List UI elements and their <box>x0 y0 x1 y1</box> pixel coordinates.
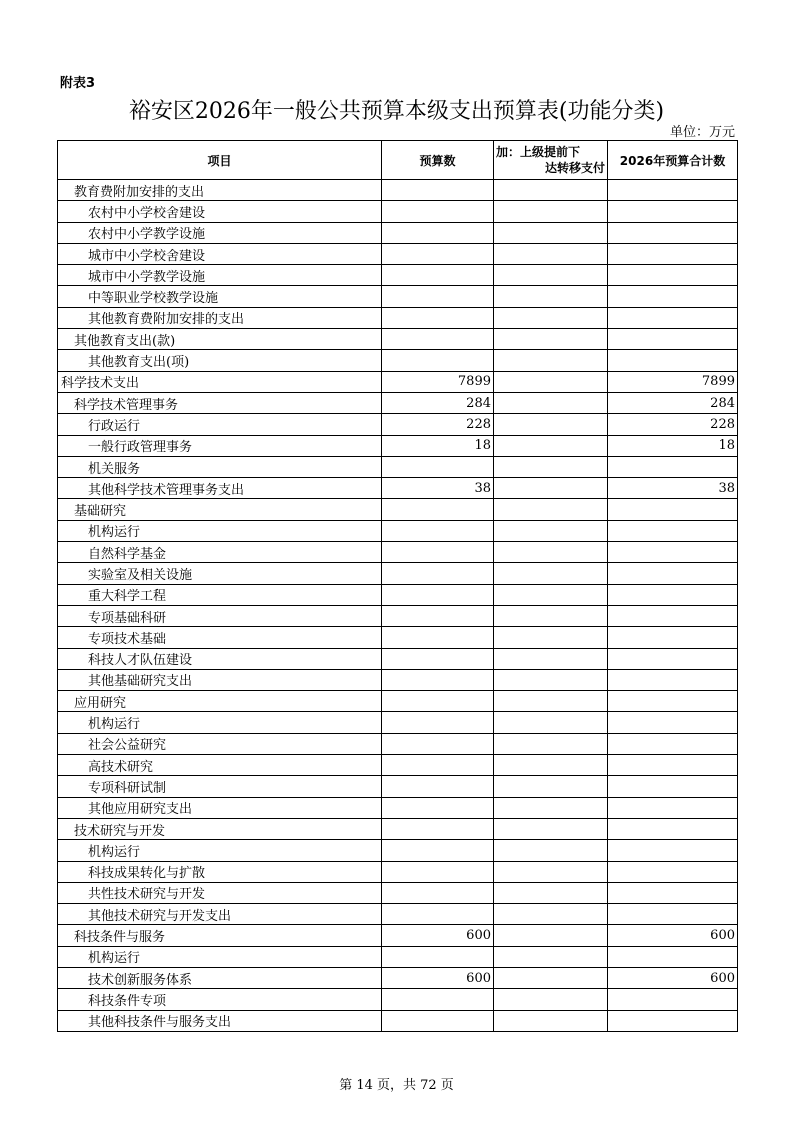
row-name-cell: 基础研究 <box>58 499 382 520</box>
row-total-cell <box>608 542 738 563</box>
row-total-cell: 228 <box>608 414 738 435</box>
row-name-cell: 城市中小学教学设施 <box>58 265 382 286</box>
row-transfer-cell <box>494 946 608 967</box>
row-transfer-cell <box>494 712 608 733</box>
row-total-cell: 18 <box>608 435 738 456</box>
row-transfer-cell <box>494 989 608 1010</box>
row-budget-cell <box>382 776 494 797</box>
row-transfer-cell <box>494 904 608 925</box>
row-total-cell <box>608 712 738 733</box>
row-total-cell: 38 <box>608 478 738 499</box>
row-total-cell <box>608 584 738 605</box>
row-transfer-cell <box>494 329 608 350</box>
table-row <box>58 392 738 413</box>
row-total-cell <box>608 222 738 243</box>
row-name-cell: 机构运行 <box>58 520 382 541</box>
row-transfer-cell <box>494 180 608 201</box>
row-transfer-cell <box>494 563 608 584</box>
row-budget-cell <box>382 989 494 1010</box>
table-row <box>58 243 738 264</box>
row-name-cell: 自然科学基金 <box>58 542 382 563</box>
row-budget-cell: 600 <box>382 925 494 946</box>
row-total-cell <box>608 648 738 669</box>
table-row <box>58 329 738 350</box>
row-name-cell: 其他科技条件与服务支出 <box>58 1010 382 1031</box>
row-budget-cell <box>382 861 494 882</box>
table-row <box>58 414 738 435</box>
row-transfer-cell <box>494 265 608 286</box>
table-row <box>58 648 738 669</box>
row-name-cell: 实验室及相关设施 <box>58 563 382 584</box>
row-budget-cell <box>382 818 494 839</box>
row-budget-cell <box>382 456 494 477</box>
row-name-cell: 城市中小学校舍建设 <box>58 243 382 264</box>
row-total-cell <box>608 499 738 520</box>
header-budget: 预算数 <box>382 141 494 180</box>
row-total-cell <box>608 904 738 925</box>
row-budget-cell <box>382 350 494 371</box>
row-total-cell <box>608 329 738 350</box>
table-row <box>58 882 738 903</box>
row-total-cell <box>608 265 738 286</box>
row-total-cell <box>608 797 738 818</box>
table-row <box>58 946 738 967</box>
row-total-cell <box>608 563 738 584</box>
row-transfer-cell <box>494 840 608 861</box>
row-total-cell: 600 <box>608 967 738 988</box>
row-name-cell: 科技成果转化与扩散 <box>58 861 382 882</box>
table-row <box>58 584 738 605</box>
row-budget-cell: 38 <box>382 478 494 499</box>
table-row <box>58 371 738 392</box>
row-total-cell <box>608 882 738 903</box>
table-row <box>58 286 738 307</box>
row-name-cell: 科学技术管理事务 <box>58 392 382 413</box>
row-budget-cell <box>382 882 494 903</box>
table-row <box>58 1010 738 1031</box>
table-row <box>58 669 738 690</box>
row-transfer-cell <box>494 350 608 371</box>
table-row <box>58 520 738 541</box>
row-total-cell <box>608 456 738 477</box>
table-row <box>58 627 738 648</box>
row-budget-cell <box>382 946 494 967</box>
row-budget-cell <box>382 712 494 733</box>
table-row <box>58 307 738 328</box>
table-body <box>58 180 738 1032</box>
row-name-cell: 高技术研究 <box>58 755 382 776</box>
row-transfer-cell <box>494 392 608 413</box>
row-transfer-cell <box>494 669 608 690</box>
table-row <box>58 755 738 776</box>
row-total-cell <box>608 286 738 307</box>
row-name-cell: 社会公益研究 <box>58 733 382 754</box>
row-budget-cell <box>382 733 494 754</box>
row-name-cell: 中等职业学校教学设施 <box>58 286 382 307</box>
row-budget-cell <box>382 563 494 584</box>
row-transfer-cell <box>494 967 608 988</box>
row-name-cell: 科学技术支出 <box>58 371 382 392</box>
row-budget-cell <box>382 669 494 690</box>
row-total-cell <box>608 201 738 222</box>
row-budget-cell <box>382 180 494 201</box>
table-row <box>58 733 738 754</box>
row-transfer-cell <box>494 691 608 712</box>
table-row <box>58 435 738 456</box>
row-total-cell <box>608 691 738 712</box>
row-total-cell <box>608 350 738 371</box>
row-budget-cell <box>382 1010 494 1031</box>
table-row <box>58 222 738 243</box>
row-transfer-cell <box>494 1010 608 1031</box>
row-name-cell: 其他教育费附加安排的支出 <box>58 307 382 328</box>
row-transfer-cell <box>494 882 608 903</box>
row-budget-cell: 18 <box>382 435 494 456</box>
row-name-cell: 其他教育支出(款) <box>58 329 382 350</box>
table-row <box>58 542 738 563</box>
row-name-cell: 共性技术研究与开发 <box>58 882 382 903</box>
table-row <box>58 818 738 839</box>
row-budget-cell <box>382 286 494 307</box>
row-name-cell: 科技人才队伍建设 <box>58 648 382 669</box>
row-name-cell: 机构运行 <box>58 946 382 967</box>
row-transfer-cell <box>494 818 608 839</box>
row-name-cell: 应用研究 <box>58 691 382 712</box>
table-row <box>58 776 738 797</box>
row-transfer-cell <box>494 584 608 605</box>
row-budget-cell <box>382 904 494 925</box>
table-header-row <box>58 141 738 180</box>
row-name-cell: 机构运行 <box>58 840 382 861</box>
row-transfer-cell <box>494 861 608 882</box>
row-name-cell: 专项科研试制 <box>58 776 382 797</box>
row-budget-cell <box>382 542 494 563</box>
row-budget-cell <box>382 329 494 350</box>
row-total-cell <box>608 180 738 201</box>
table-row <box>58 605 738 626</box>
row-name-cell: 专项基础科研 <box>58 605 382 626</box>
table-row <box>58 712 738 733</box>
row-name-cell: 机构运行 <box>58 712 382 733</box>
table-row <box>58 456 738 477</box>
row-name-cell: 技术研究与开发 <box>58 818 382 839</box>
row-name-cell: 农村中小学教学设施 <box>58 222 382 243</box>
row-total-cell <box>608 627 738 648</box>
row-total-cell <box>608 818 738 839</box>
row-transfer-cell <box>494 371 608 392</box>
row-total-cell <box>608 989 738 1010</box>
table-row <box>58 861 738 882</box>
page-title: 裕安区2026年一般公共预算本级支出预算表(功能分类) <box>128 99 665 124</box>
row-budget-cell <box>382 755 494 776</box>
row-name-cell: 教育费附加安排的支出 <box>58 180 382 201</box>
unit-label: 单位：万元 <box>669 125 735 140</box>
row-total-cell <box>608 243 738 264</box>
row-transfer-cell <box>494 627 608 648</box>
row-name-cell: 其他应用研究支出 <box>58 797 382 818</box>
page-footer: 第 14 页，共 72 页 <box>339 1078 454 1093</box>
row-total-cell <box>608 755 738 776</box>
table-row <box>58 499 738 520</box>
row-name-cell: 其他基础研究支出 <box>58 669 382 690</box>
header-transfer-line1: 加：上级提前下 <box>496 145 581 159</box>
row-budget-cell: 600 <box>382 967 494 988</box>
row-transfer-cell <box>494 222 608 243</box>
row-name-cell: 科技条件专项 <box>58 989 382 1010</box>
row-transfer-cell <box>494 542 608 563</box>
row-total-cell <box>608 861 738 882</box>
row-budget-cell: 7899 <box>382 371 494 392</box>
table-row <box>58 563 738 584</box>
row-name-cell: 其他科学技术管理事务支出 <box>58 478 382 499</box>
row-total-cell <box>608 733 738 754</box>
row-budget-cell <box>382 520 494 541</box>
row-name-cell: 科技条件与服务 <box>58 925 382 946</box>
row-name-cell: 行政运行 <box>58 414 382 435</box>
row-budget-cell <box>382 307 494 328</box>
row-total-cell: 7899 <box>608 371 738 392</box>
row-transfer-cell <box>494 733 608 754</box>
row-total-cell <box>608 520 738 541</box>
row-name-cell: 重大科学工程 <box>58 584 382 605</box>
row-name-cell: 其他技术研究与开发支出 <box>58 904 382 925</box>
table-row <box>58 840 738 861</box>
row-total-cell <box>608 605 738 626</box>
row-budget-cell <box>382 499 494 520</box>
row-budget-cell <box>382 243 494 264</box>
row-total-cell <box>608 307 738 328</box>
table-row <box>58 925 738 946</box>
row-transfer-cell <box>494 755 608 776</box>
row-name-cell: 农村中小学校舍建设 <box>58 201 382 222</box>
row-budget-cell <box>382 691 494 712</box>
row-transfer-cell <box>494 307 608 328</box>
header-item: 项目 <box>58 141 382 180</box>
row-total-cell <box>608 1010 738 1031</box>
row-total-cell <box>608 669 738 690</box>
row-budget-cell: 284 <box>382 392 494 413</box>
header-transfer <box>494 141 608 180</box>
row-total-cell: 284 <box>608 392 738 413</box>
row-transfer-cell <box>494 456 608 477</box>
row-total-cell <box>608 776 738 797</box>
table-row <box>58 691 738 712</box>
row-budget-cell <box>382 797 494 818</box>
row-budget-cell: 228 <box>382 414 494 435</box>
row-transfer-cell <box>494 286 608 307</box>
row-transfer-cell <box>494 414 608 435</box>
table-row <box>58 478 738 499</box>
row-name-cell: 一般行政管理事务 <box>58 435 382 456</box>
row-total-cell <box>608 946 738 967</box>
attachment-label: 附表3 <box>60 76 96 91</box>
table-row <box>58 350 738 371</box>
row-transfer-cell <box>494 605 608 626</box>
header-total: 2026年预算合计数 <box>608 141 738 180</box>
table-row <box>58 180 738 201</box>
table-row <box>58 904 738 925</box>
row-total-cell <box>608 840 738 861</box>
budget-table <box>57 140 738 1032</box>
row-budget-cell <box>382 265 494 286</box>
row-transfer-cell <box>494 201 608 222</box>
row-transfer-cell <box>494 925 608 946</box>
row-budget-cell <box>382 605 494 626</box>
row-transfer-cell <box>494 478 608 499</box>
row-transfer-cell <box>494 776 608 797</box>
table-row <box>58 265 738 286</box>
table-row <box>58 989 738 1010</box>
table-row <box>58 967 738 988</box>
row-budget-cell <box>382 648 494 669</box>
row-total-cell: 600 <box>608 925 738 946</box>
row-budget-cell <box>382 201 494 222</box>
row-transfer-cell <box>494 243 608 264</box>
row-transfer-cell <box>494 648 608 669</box>
row-transfer-cell <box>494 499 608 520</box>
row-name-cell: 专项技术基础 <box>58 627 382 648</box>
row-budget-cell <box>382 627 494 648</box>
row-budget-cell <box>382 584 494 605</box>
table-row <box>58 201 738 222</box>
row-budget-cell <box>382 222 494 243</box>
row-name-cell: 技术创新服务体系 <box>58 967 382 988</box>
header-transfer-line2: 达转移支付 <box>544 161 605 175</box>
row-transfer-cell <box>494 435 608 456</box>
row-name-cell: 其他教育支出(项) <box>58 350 382 371</box>
row-transfer-cell <box>494 520 608 541</box>
row-transfer-cell <box>494 797 608 818</box>
row-budget-cell <box>382 840 494 861</box>
row-name-cell: 机关服务 <box>58 456 382 477</box>
table-row <box>58 797 738 818</box>
